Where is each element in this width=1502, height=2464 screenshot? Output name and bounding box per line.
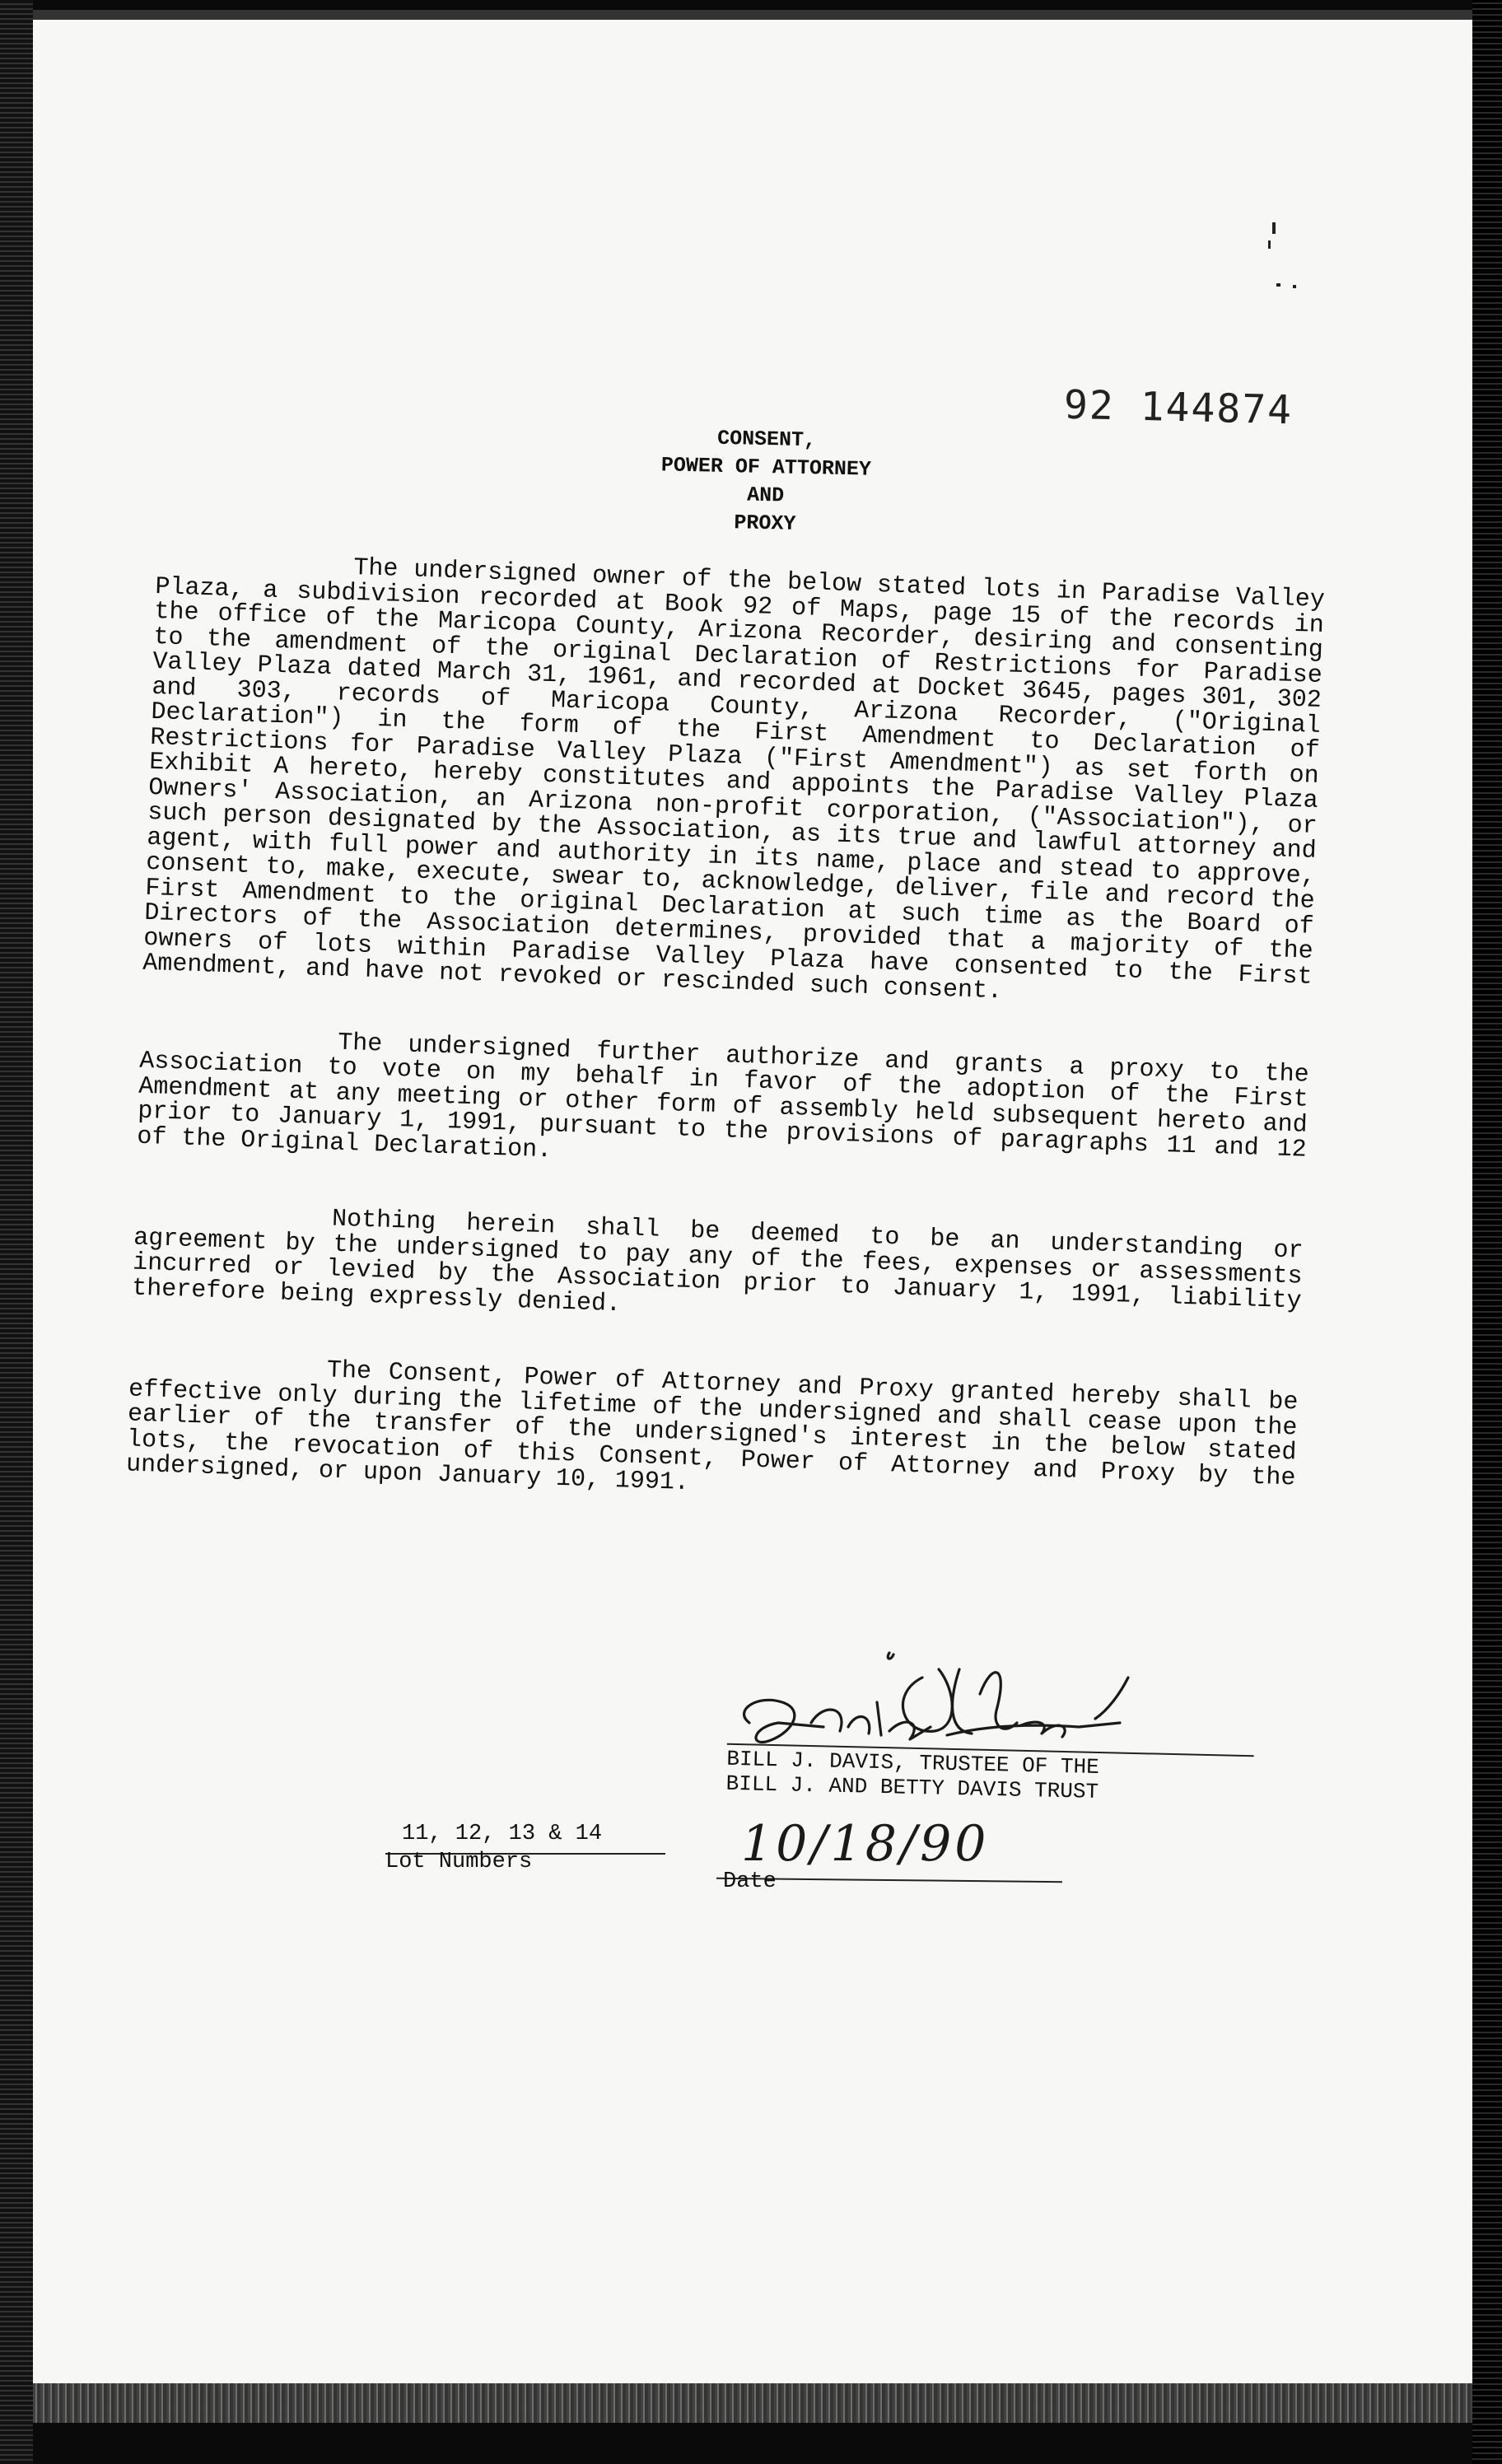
document-page [33,10,1472,2423]
paragraph-term: The Consent, Power of Attorney and Proxy granted hereby shall be effective only during the lifetime of the undersigned and shall cease upon the earlier of the transfer of the undersigned's interest in the below stated lots, the revocation of this Consent, Power of Attorney and Proxy by the undersigned, or upon January 10, 1991. [125,1356,1299,1498]
signatory-name: BILL J. DAVIS, TRUSTEE OF THE [726,1746,1100,1780]
lot-numbers-label: Lot Numbers [385,1850,533,1874]
lot-numbers-value: 11, 12, 13 & 14 [402,1822,603,1846]
scan-speck [1268,240,1271,249]
scan-border-top [33,10,1472,20]
handwritten-date: 10/18/90 [741,1815,990,1873]
date-block [716,1815,1071,1937]
signatory-trust: BILL J. AND BETTY DAVIS TRUST [725,1771,1099,1804]
title-line-and: AND [746,483,785,508]
scan-speck [1293,285,1296,288]
paragraph-proxy: The undersigned further authorize and grants a proxy to the Association to vote on my behalf in favor of the adoption of the First Amendment at any meeting or other form of assembly held subsequent hereto and prior to January 1, 1991, pursuant to the provisions of paragraphs 11 and 12 of the Original Declaration. [136,1029,1310,1164]
paragraph-fees-disclaimer: Nothing herein shall be deemed to be an understanding or agreement by the undersigned to pay any of the fees, expenses or assessments incurred or levied by the Association prior to January 1, 1991, liability therefore being expressly denied. [131,1205,1304,1318]
scan-border-left [0,0,33,2464]
scan-speck [1272,222,1276,234]
scan-border-right [1472,0,1502,2464]
title-line-consent: CONSENT, [716,426,817,453]
scan-speck [1276,283,1280,287]
lot-numbers-block [385,1822,665,1874]
title-line-proxy: PROXY [734,511,796,536]
title-line-power-of-attorney: POWER OF ATTORNEY [660,453,872,482]
recording-number: 92 144874 [1063,381,1294,434]
paragraph-consent: The undersigned owner of the below stated lots in Paradise Valley Plaza, a subdivision recorded at Book 92 of Maps, page 15 of the records in the office of the Maricopa County, Arizona Recorder, desiring and consenting to the amendment of the original Declaration of Restrictions for Paradise Valley Plaza dated March 31, 1961, and recorded at Docket 3645, pages 301, 302 and 303, records of Maricopa County, Arizona Recorder, ("Original Declaration") in the form of the First Amendment to Declaration of Restrictions for Paradise Valley Plaza ("First Amendment") as set forth on Exhibit A hereto, hereby constitutes and appoints the Paradise Valley Plaza Owners' Association, an Arizona non-profit corporation, ("Association"), or such person designated by the Association, as its true and lawful attorney and agent, with full power and authority in its name, place and stead to approve, consent to, make, execute, swear to, acknowledge, deliver, file and record the First Amendment to the original Declaration at such time as the Board of Directors of the Association determines, provided that a majority of the owners of lots within Paradise Valley Plaza have consented to the First Amendment, and have not revoked or rescinded such consent. [142,553,1326,1006]
document-body [124,549,1326,1567]
scan-border-bottom [33,2383,1472,2423]
date-label: Date [723,1869,777,1894]
document-title [559,422,973,542]
